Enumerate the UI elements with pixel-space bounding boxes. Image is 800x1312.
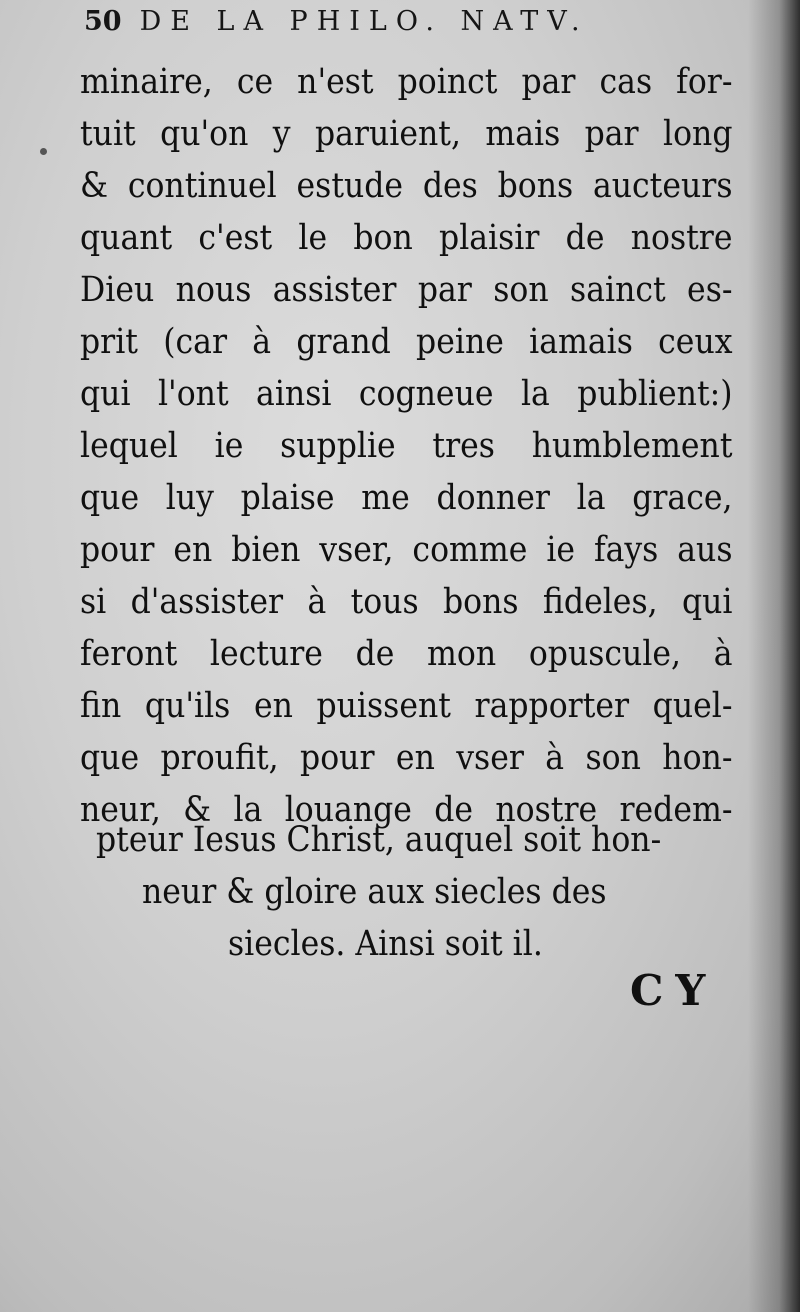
text-line: quant c'est le bon plaisir de nostre (80, 218, 733, 258)
main-text (80, 56, 740, 836)
ink-speck (40, 148, 47, 155)
closing-line-text: pteur Iesus Christ, auquel soit hon- (96, 820, 662, 860)
text-line: Dieu nous assister par son sainct es- (80, 270, 733, 310)
text-line: qui l'ont ainsi cogneue la publient:) (80, 374, 733, 414)
text-line: minaire, ce n'est poinct par cas for- (80, 62, 733, 102)
page-edge-shadow (748, 0, 800, 1312)
closing-line (0, 872, 800, 912)
text-line: fin qu'ils en puissent rapporter quel- (80, 686, 733, 726)
text-line: si d'assister à tous bons fideles, qui (80, 582, 733, 622)
text-line: que proufit, pour en vser à son hon- (80, 738, 733, 778)
closing-line (0, 820, 800, 860)
text-line: neur, & la louange de nostre redem- (80, 790, 733, 830)
text-line: lequel ie supplie tres humblement (80, 426, 733, 466)
closing-line-text: neur & gloire aux siecles des (142, 872, 607, 912)
catchword: CY (630, 966, 718, 1015)
page-number: 50 (84, 6, 122, 37)
closing-line-text: siecles. Ainsi soit il. (228, 924, 543, 964)
text-line: prit (car à grand peine iamais ceux (80, 322, 733, 362)
text-line: tuit qu'on y paruient, mais par long (80, 114, 733, 154)
text-line: que luy plaise me donner la grace, (80, 478, 733, 518)
running-head (84, 6, 724, 37)
text-line: feront lecture de mon opuscule, à (80, 634, 733, 674)
text-line: & continuel estude des bons aucteurs (80, 166, 733, 206)
running-title: DE LA PHILO. NATV. (139, 6, 589, 37)
text-line: pour en bien vser, comme ie fays aus (80, 530, 733, 570)
closing-line (0, 924, 800, 964)
